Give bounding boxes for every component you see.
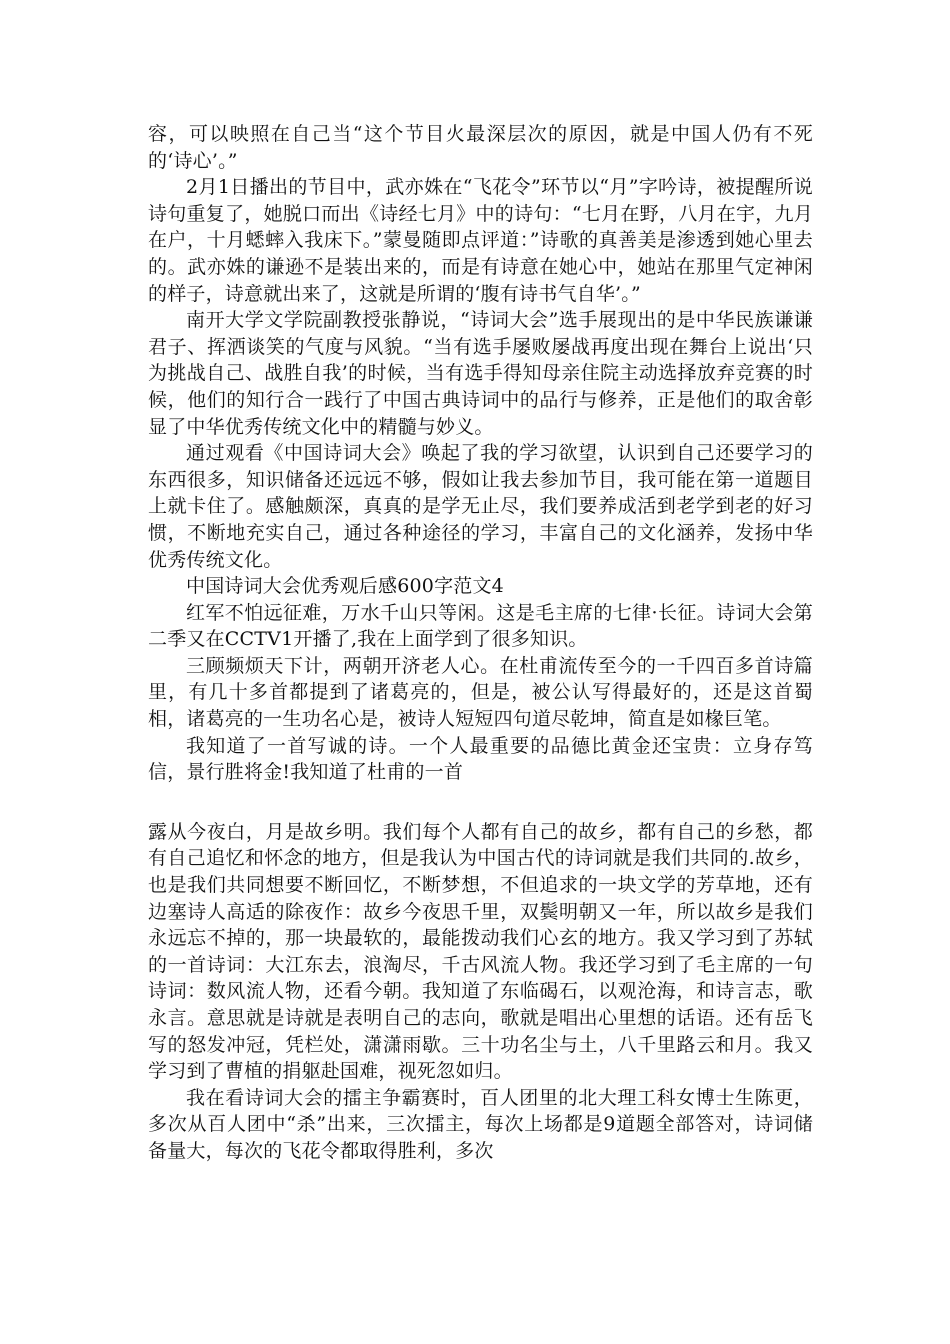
- paragraph: 容，可以映照在自己当“这个节目火最深层次的原因，就是中国人仍有不死的‘诗心’。”: [148, 123, 813, 172]
- paragraph: 南开大学文学院副教授张静说，“诗词大会”选手展现出的是中华民族谦谦君子、挥洒谈笑的气度与风貌。“当有选手屡败屡战再度出现在舞台上说出‘只为挑战自己、战胜自我’的时候，当有选手得知母亲住院主动选择放弃竞赛的时候，他们的知行合一践行了中国古典诗词中的品行与修养，正是他们的取舍彰显了中华优秀传统文化中的精髓与妙义。: [148, 309, 813, 438]
- section-gap: [148, 786, 813, 819]
- section-heading: 中国诗词大会优秀观后感600字范文4: [186, 575, 504, 598]
- paragraph: 我知道了一首写诚的诗。一个人最重要的品德比黄金还宝贵：立身存笃信，景行胜将金!我知道了杜甫的一首: [148, 734, 813, 784]
- paragraph: 2月1日播出的节目中，武亦姝在“飞花令”环节以“月”字吟诗，被提醒所说诗句重复了，她脱口而出《诗经七月》中的诗句：“七月在野，八月在宇，九月在户，十月蟋蟀入我床下。”蒙曼随即点评道：”诗歌的真善美是渗透到她心里去的。武亦姝的谦逊不是装出来的，而是有诗意在她心中，她站在那里气定神闲的样子，诗意就出来了，这就是所谓的‘腹有诗书气自华’。”: [148, 176, 813, 305]
- document-body: [148, 121, 813, 1165]
- paragraph: 三顾频烦天下计，两朝开济老人心。在杜甫流传至今的一千四百多首诗篇里，有几十多首都提到了诸葛亮的，但是，被公认写得最好的，还是这首蜀相，诸葛亮的一生功名心是，被诗人短短四句道尽乾坤，简直是如椽巨笔。: [148, 654, 813, 731]
- paragraph: 我在看诗词大会的擂主争霸赛时，百人团里的北大理工科女博士生陈更，多次从百人团中“杀”出来，三次擂主，每次上场都是9道题全部答对，诗词储备量大，每次的飞花令都取得胜利，多次: [148, 1086, 813, 1162]
- paragraph: 通过观看《中国诗词大会》唤起了我的学习欲望，认识到自己还要学习的东西很多，知识储备还远远不够，假如让我去参加节目，我可能在第一道题目上就卡住了。感触颇深，真真的是学无止尽，我们要养成活到老学到老的好习惯，不断地充实自己，通过各种途径的学习，丰富自己的文化涵养，发扬中华优秀传统文化。: [148, 442, 813, 571]
- paragraph: 露从今夜白，月是故乡明。我们每个人都有自己的故乡，都有自己的乡愁，都有自己追忆和怀念的地方，但是我认为中国古代的诗词就是我们共同的.故乡，也是我们共同想要不断回忆，不断梦想，不但追求的一块文学的芳草地，还有边塞诗人高适的除夜作：故乡今夜思千里，双鬓明朝又一年，所以故乡是我们永远忘不掉的，那一块最软的，最能拨动我们心玄的地方。我又学习到了苏轼的一首诗词：大江东去，浪淘尽，千古风流人物。我还学习到了毛主席的一句诗词：数风流人物，还看今朝。我知道了东临碣石，以观沧海，和诗言志，歌永言。意思就是诗就是表明自己的志向，歌就是唱出心里想的话语。还有岳飞写的怒发冲冠，凭栏处，潇潇雨歇。三十功名尘与土，八千里路云和月。我又学习到了曹植的捐躯赴国难，视死忽如归。: [148, 820, 813, 1083]
- paragraph: 红军不怕远征难，万水千山只等闲。这是毛主席的七律·长征。诗词大会第二季又在CCTV1开播了,我在上面学到了很多知识。: [148, 601, 813, 651]
